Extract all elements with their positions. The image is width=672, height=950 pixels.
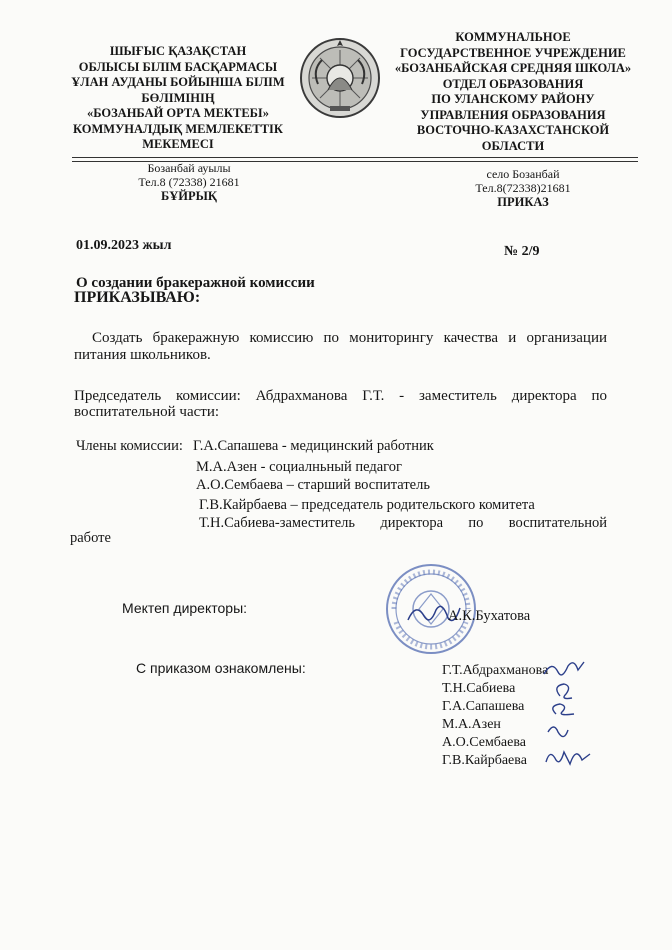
kz-phone: Тел.8 (72338) 21681 xyxy=(138,175,240,189)
acknowledgement-name: М.А.Азен xyxy=(442,717,501,732)
subheader-ru xyxy=(448,167,598,209)
order-directive: ПРИКАЗЫВАЮ: xyxy=(74,289,201,306)
paragraph-line: питания школьников. xyxy=(74,347,211,363)
acknowledgement-list xyxy=(442,662,548,770)
members-label: Члены комиссии: xyxy=(76,438,183,454)
header-kz-line: «БОЗАНБАЙ ОРТА МЕКТЕБІ» xyxy=(86,106,270,120)
director-label: Мектеп директоры: xyxy=(122,600,248,616)
acknowledgement-name: Т.Н.Сабиева xyxy=(442,681,516,696)
director-name: А.К.Бухатова xyxy=(448,608,531,624)
acknowledgement-name: Г.Т.Абдрахманова xyxy=(442,663,549,678)
header-ru-line: УПРАВЛЕНИЯ ОБРАЗОВАНИЯ xyxy=(420,107,606,122)
header-ru-line: ПО УЛАНСКОМУ РАЙОНУ xyxy=(431,92,595,106)
paragraph-commission-creation xyxy=(92,329,607,347)
paragraph-line: Председатель комиссии: Абдрахманова Г.Т. - заместитель директора по xyxy=(74,388,607,404)
ru-address: село Бозанбай xyxy=(486,167,560,181)
acknowledgement-label: С приказом ознакомлены: xyxy=(136,660,306,676)
header-ru-line: ОБЛАСТИ xyxy=(481,138,545,153)
member-item-wrapped xyxy=(199,514,607,532)
header-kz-line: ШЫҒЫС ҚАЗАҚСТАН xyxy=(109,44,247,58)
handwritten-signatures-icon xyxy=(538,656,618,776)
kz-address: Бозанбай ауылы xyxy=(147,161,231,175)
acknowledgement-name: А.О.Сембаева xyxy=(442,735,526,750)
header-kz-line: ҰЛАН АУДАНЫ БОЙЫНША БІЛІМ xyxy=(71,75,285,89)
header-ru xyxy=(384,30,642,154)
paragraph-line: воспитательной части: xyxy=(74,404,220,420)
header-kz-line: МЕКЕМЕСІ xyxy=(142,137,214,151)
acknowledgement-name: Г.А.Сапашева xyxy=(442,699,525,714)
ru-doc-type: ПРИКАЗ xyxy=(497,195,549,209)
ru-phone: Тел.8(72338)21681 xyxy=(475,181,571,195)
header-kz-line: КОММУНАЛДЫҚ МЕМЛЕКЕТТІК xyxy=(73,121,283,136)
header-ru-line: «БОЗАНБАЙСКАЯ СРЕДНЯЯ ШКОЛА» xyxy=(394,61,632,75)
header-ru-line: КОММУНАЛЬНОЕ xyxy=(455,30,571,44)
kz-doc-type: БҰЙРЫҚ xyxy=(161,189,217,203)
member-item: Т.Н.Сабиева-заместитель директора по воспитательной xyxy=(199,515,607,531)
header-ru-line: ГОСУДАРСТВЕННОЕ УЧРЕЖДЕНИЕ xyxy=(400,45,626,60)
member-item: Г.В.Кайрбаева – председатель родительского комитета xyxy=(199,497,535,513)
order-subject: О создании бракеражной комиссии xyxy=(76,275,315,291)
header-ru-line: ОТДЕЛ ОБРАЗОВАНИЯ xyxy=(442,76,584,91)
member-item-tail: работе xyxy=(70,530,111,546)
member-item: Г.А.Сапашева - медицинский работник xyxy=(193,438,434,454)
member-item: А.О.Сембаева – старший воспитатель xyxy=(196,477,430,493)
state-emblem-icon xyxy=(298,36,382,120)
order-number: № 2/9 xyxy=(504,244,540,259)
acknowledgement-name: Г.В.Кайрбаева xyxy=(442,753,527,768)
header-kz-line: ОБЛЫСЫ БІЛІМ БАСҚАРМАСЫ xyxy=(78,59,278,74)
paragraph-line: Создать бракеражную комиссию по мониторингу качества и организации xyxy=(92,330,607,346)
subheader-kz xyxy=(104,161,274,203)
header-ru-line: ВОСТОЧНО-КАЗАХСТАНСКОЙ xyxy=(416,123,610,137)
header-kz xyxy=(62,44,294,153)
header-divider-top xyxy=(72,157,638,158)
header-kz-line: БӨЛІМІНІҢ xyxy=(141,90,215,105)
order-date: 01.09.2023 жыл xyxy=(76,238,172,253)
member-item: М.А.Азен - социалньный педагог xyxy=(196,459,402,475)
